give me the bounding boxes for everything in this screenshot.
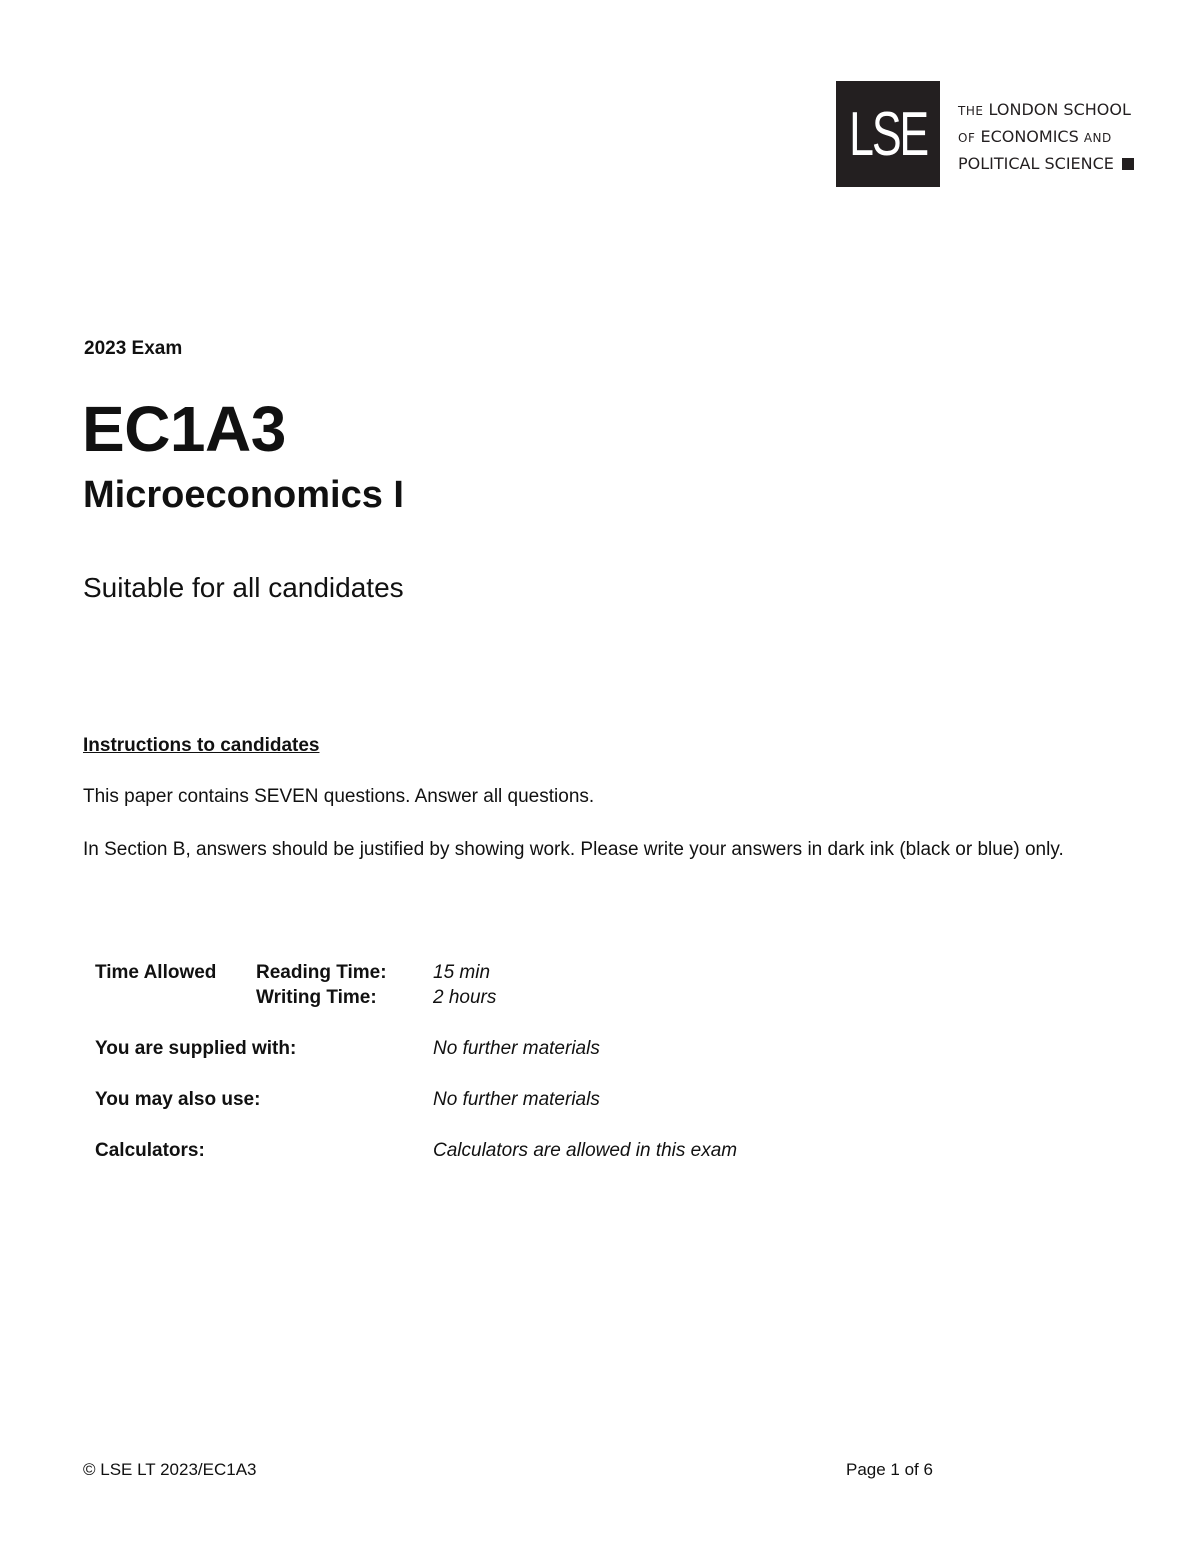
reading-time-value: 15 min	[433, 962, 491, 983]
logo-line-2	[958, 124, 1134, 151]
calculators-value: Calculators are allowed in this exam	[433, 1140, 738, 1161]
logo-square-icon	[1122, 158, 1134, 170]
instructions-paragraph-1: This paper contains SEVEN questions. Answer all questions.	[83, 786, 595, 807]
supplied-with-value: No further materials	[433, 1038, 600, 1059]
writing-time-label: Writing Time:	[256, 987, 377, 1008]
logo-line-2-main: ECONOMICS	[980, 127, 1079, 146]
lse-logo-mark	[836, 81, 940, 187]
logo-line-1-small: THE	[958, 104, 984, 118]
footer-copyright: © LSE LT 2023/EC1A3	[83, 1460, 257, 1479]
logo-line-3	[958, 151, 1134, 177]
lse-logo-wordmark	[958, 97, 1134, 177]
time-allowed-label: Time Allowed	[95, 962, 217, 983]
suitability-note: Suitable for all candidates	[83, 572, 404, 603]
course-code: EC1A3	[82, 393, 286, 465]
may-also-use-value: No further materials	[433, 1089, 600, 1110]
lse-logo	[836, 81, 1146, 187]
writing-time-value: 2 hours	[433, 987, 497, 1008]
logo-line-3-main: POLITICAL SCIENCE	[958, 154, 1114, 173]
logo-line-1	[958, 97, 1134, 124]
reading-time-label: Reading Time:	[256, 962, 387, 983]
logo-line-1-main: LONDON SCHOOL	[988, 100, 1131, 119]
calculators-label: Calculators:	[95, 1140, 205, 1161]
logo-line-2-small-end: AND	[1083, 131, 1112, 145]
course-title: Microeconomics I	[83, 474, 404, 516]
instructions-heading: Instructions to candidates	[83, 735, 320, 756]
may-also-use-label: You may also use:	[95, 1089, 261, 1110]
exam-year: 2023 Exam	[84, 338, 183, 359]
footer-page-number: Page 1 of 6	[846, 1460, 933, 1479]
logo-line-2-small: OF	[958, 131, 976, 145]
supplied-with-label: You are supplied with:	[95, 1038, 297, 1059]
instructions-paragraph-2: In Section B, answers should be justified by showing work. Please write your answers in dark ink (black or blue) only.	[83, 839, 1064, 860]
lse-logo-mark-text: LSE	[849, 99, 927, 169]
